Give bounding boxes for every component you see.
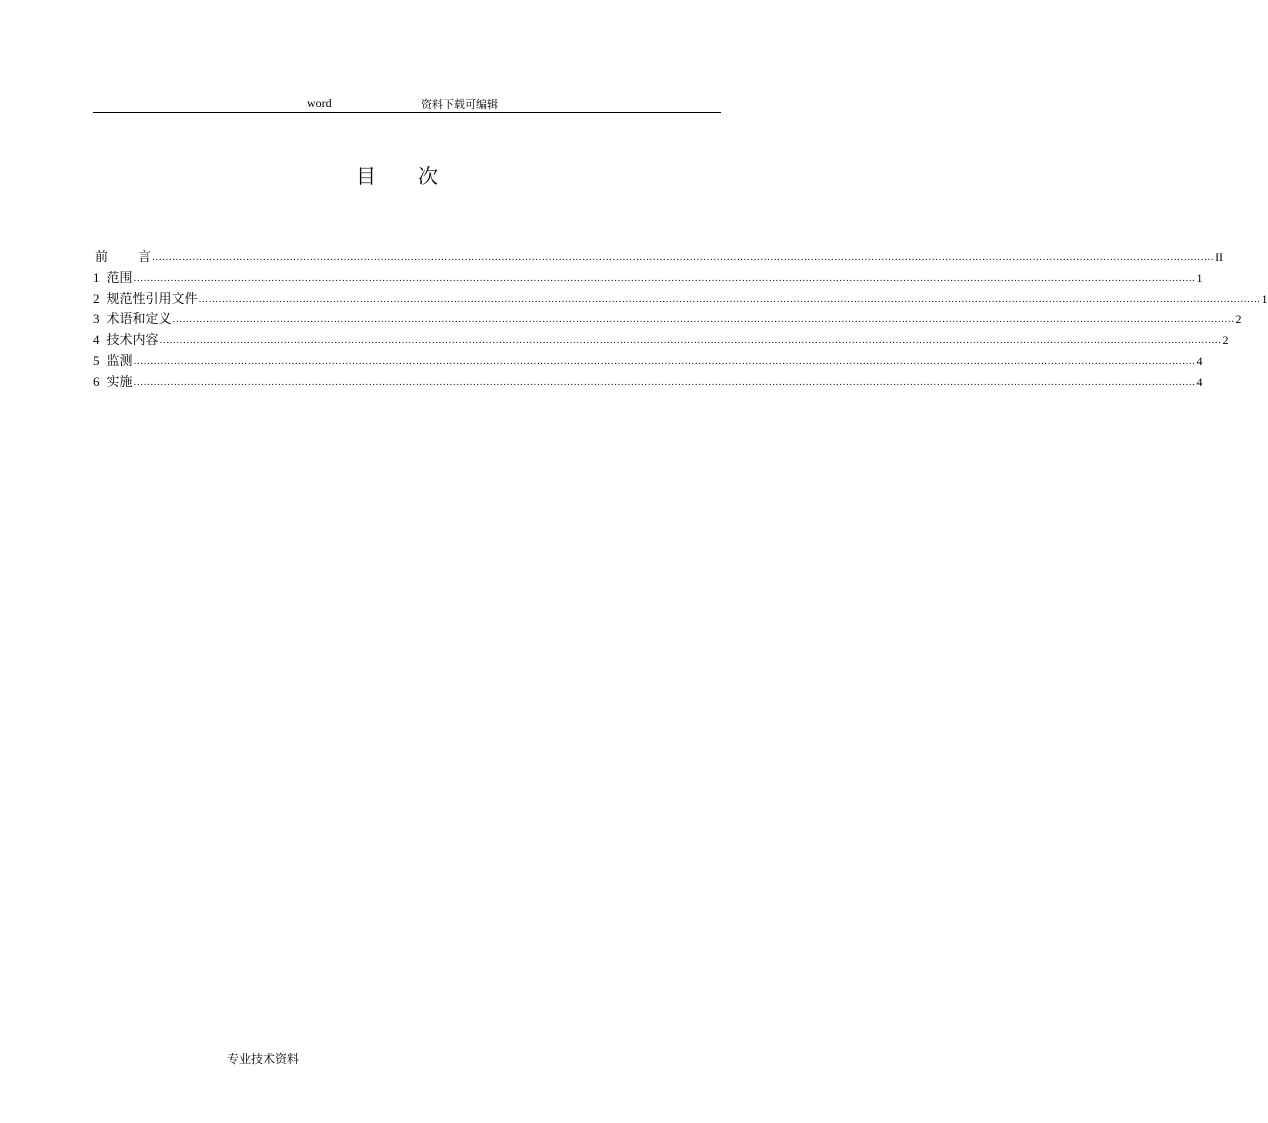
toc-entry-page: II (1215, 250, 1224, 264)
toc-entry-number: 2 (93, 290, 100, 306)
toc-entry-label (93, 248, 151, 269)
header-right-text: 资料下载可编辑 (421, 98, 498, 111)
toc-entry-page: 1 (1196, 270, 1203, 285)
page-footer: 专业技术资料 (227, 1052, 300, 1066)
toc-leader-dots: ............................................................................................................................................................................................................................................................................................................................ (133, 356, 1196, 367)
toc-entry-label: 术语和定义 (106, 312, 172, 328)
toc-entry-5[interactable] (93, 351, 1203, 372)
toc-entry-6[interactable] (93, 372, 1203, 393)
toc-title-part2: 次 (418, 164, 438, 188)
toc-preface-label-part2: 言 (138, 250, 152, 265)
toc-entry-label: 规范性引用文件 (106, 291, 198, 307)
toc-entry-page: 1 (1261, 291, 1268, 306)
toc-entry-page: 2 (1235, 312, 1242, 327)
toc-leader-dots: ............................................................................................................................................................................................................................................................................................................................ (172, 315, 1235, 326)
toc-entry-number: 4 (93, 332, 100, 348)
toc-entry-3[interactable] (93, 309, 1242, 330)
toc-title (0, 160, 794, 189)
header-left-text: word (307, 96, 332, 110)
page-header (93, 94, 721, 113)
toc-entry-label: 范围 (106, 270, 133, 286)
toc-entry-page: 4 (1196, 374, 1203, 389)
toc-entry-label: 实施 (106, 374, 133, 390)
toc-leader-dots: ............................................................................................................................................................................................................................................................................................................................ (152, 253, 1215, 263)
toc-leader-dots: ............................................................................................................................................................................................................................................................................................................................ (198, 294, 1261, 305)
toc-entry-page: 2 (1222, 333, 1229, 348)
toc-leader-dots: ............................................................................................................................................................................................................................................................................................................................ (133, 377, 1196, 388)
toc-leader-dots: ............................................................................................................................................................................................................................................................................................................................ (133, 273, 1196, 284)
toc-entry-4[interactable] (93, 330, 1229, 351)
toc-entry-preface[interactable] (93, 247, 1224, 268)
toc-entry-label: 监测 (106, 353, 133, 369)
toc-preface-label-part1: 前 (95, 250, 109, 265)
toc-entry-2[interactable] (93, 289, 1268, 310)
toc-title-part1: 目 (356, 164, 376, 188)
table-of-contents (93, 247, 1268, 393)
toc-entry-number: 1 (93, 269, 100, 285)
toc-leader-dots: ............................................................................................................................................................................................................................................................................................................................ (159, 336, 1222, 347)
toc-entry-number: 5 (93, 352, 100, 368)
toc-entry-number: 6 (93, 373, 100, 389)
toc-entry-page: 4 (1196, 353, 1203, 368)
toc-entry-number: 3 (93, 311, 100, 327)
toc-entry-1[interactable] (93, 268, 1203, 289)
toc-entry-label: 技术内容 (106, 333, 159, 349)
